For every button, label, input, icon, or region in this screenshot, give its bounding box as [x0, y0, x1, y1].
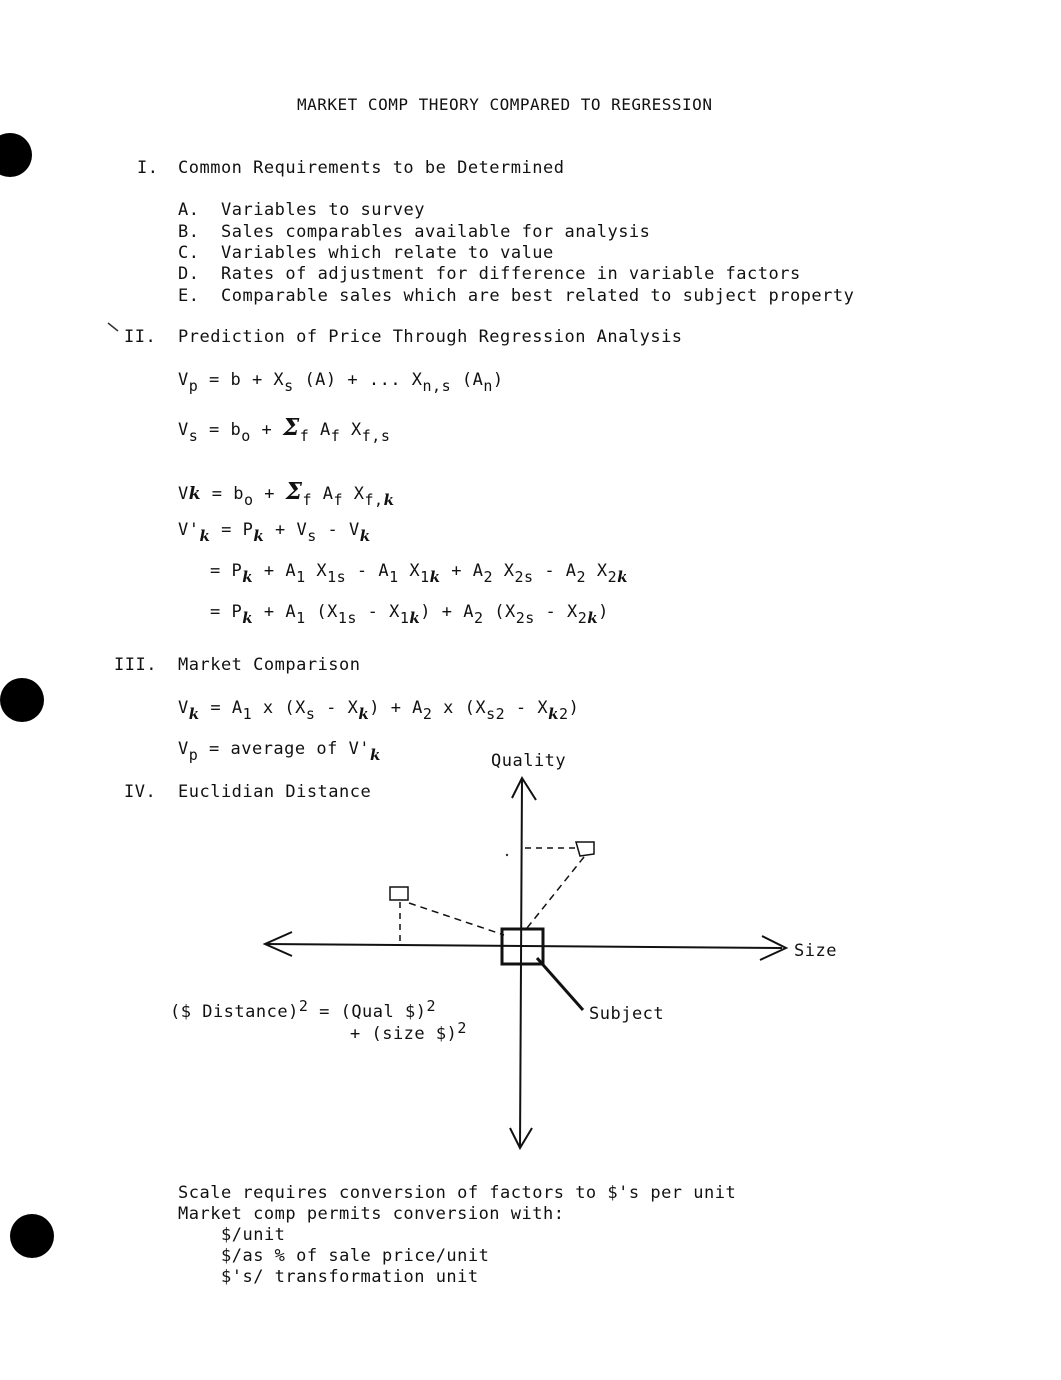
section-4-heading: Euclidian Distance: [178, 782, 372, 802]
size-axis-label: Size: [794, 941, 837, 961]
section-1-item-c-letter: C.: [178, 243, 200, 263]
section-1-item-b: Sales comparables available for analysis: [221, 222, 651, 242]
margin-tick: [108, 323, 118, 331]
section-3-number: III.: [114, 655, 157, 675]
distance-formula-line-1: [170, 997, 436, 1022]
exponent-size: 2: [457, 1019, 467, 1037]
section-1-heading: Common Requirements to be Determined: [178, 158, 565, 178]
quality-axis-label: Quality: [491, 751, 567, 771]
section-1-item-e-letter: E.: [178, 286, 200, 306]
equation-expansion-1: = $P_k + A_1$ $X_{1s} - A_1$ $X_{1k} + A_2$ $X_{2s} - A_2$ $X_{2k}$: [210, 561, 628, 586]
comparable-left: [390, 887, 408, 900]
equation-vp-regression: $V_p = b + X_s$ (A) + ... $X_{n,s}$ $(A_n)$: [178, 370, 504, 395]
section-4-number: IV.: [124, 782, 157, 802]
speck: [506, 854, 508, 856]
section-2-heading: Prediction of Price Through Regression Analysis: [178, 327, 683, 347]
section-1-item-d-letter: D.: [178, 264, 200, 284]
section-2-number: II.: [124, 327, 157, 347]
section-1-item-e: Comparable sales which are best related to subject property: [221, 286, 855, 306]
exponent-quality: 2: [426, 997, 436, 1015]
option-dollar-per-unit: $/unit: [221, 1225, 286, 1245]
subject-pointer: [537, 958, 583, 1010]
section-1-item-a-letter: A.: [178, 200, 200, 220]
equation-market-comparison: $V_k = A_1$ x $(X_s - X_k) + A_2$ x $(X_{s2} - X_{k2})$: [178, 698, 580, 723]
section-1-item-b-letter: B.: [178, 222, 200, 242]
comparable-right: [576, 842, 594, 856]
equation-vp-average: $V_p$ = average of $V'_k$: [178, 739, 381, 764]
equation-expansion-2: = $P_k + A_1$ $(X_{1s} - X_{1k}) + A_2$ $(X_{2s} - X_{2k})$: [210, 602, 609, 627]
equation-vs-regression: $V_s = b_o + \Sigma_f$ $A_f$ $X_{f,s}$: [178, 414, 391, 445]
equation-vk-prime: $V'_k = P_k + V_s - V_k$: [178, 520, 371, 545]
distance-label: ($ Distance): [170, 1002, 299, 1022]
section-1-item-d: Rates of adjustment for difference in variable factors: [221, 264, 801, 284]
option-transformation-unit: $'s/ transformation unit: [221, 1267, 479, 1287]
section-1-number: I.: [137, 158, 159, 178]
note-scale: Scale requires conversion of factors to $'s per unit: [178, 1183, 737, 1203]
quality-term: = (Qual $): [319, 1002, 427, 1022]
comparable-left-distance: [409, 903, 504, 935]
option-percent-sale-price: $/as % of sale price/unit: [221, 1246, 490, 1266]
exponent-distance: 2: [298, 997, 309, 1015]
x-axis: [265, 944, 782, 948]
note-market-comp: Market comp permits conversion with:: [178, 1204, 565, 1224]
y-axis-arrow-top: [512, 778, 536, 800]
distance-formula-line-2: [350, 1019, 467, 1044]
section-1-item-c: Variables which relate to value: [221, 243, 554, 263]
page-title: MARKET COMP THEORY COMPARED TO REGRESSION: [297, 95, 713, 114]
size-term: + (size $): [350, 1024, 458, 1044]
comparable-right-distance: [527, 857, 584, 928]
section-3-heading: Market Comparison: [178, 655, 361, 675]
subject-label: Subject: [589, 1004, 665, 1024]
section-1-item-a: Variables to survey: [221, 200, 425, 220]
equation-vk-regression: $Vk = b_o + \Sigma_f$ $A_f$ $X_{f,k}$: [178, 478, 395, 509]
